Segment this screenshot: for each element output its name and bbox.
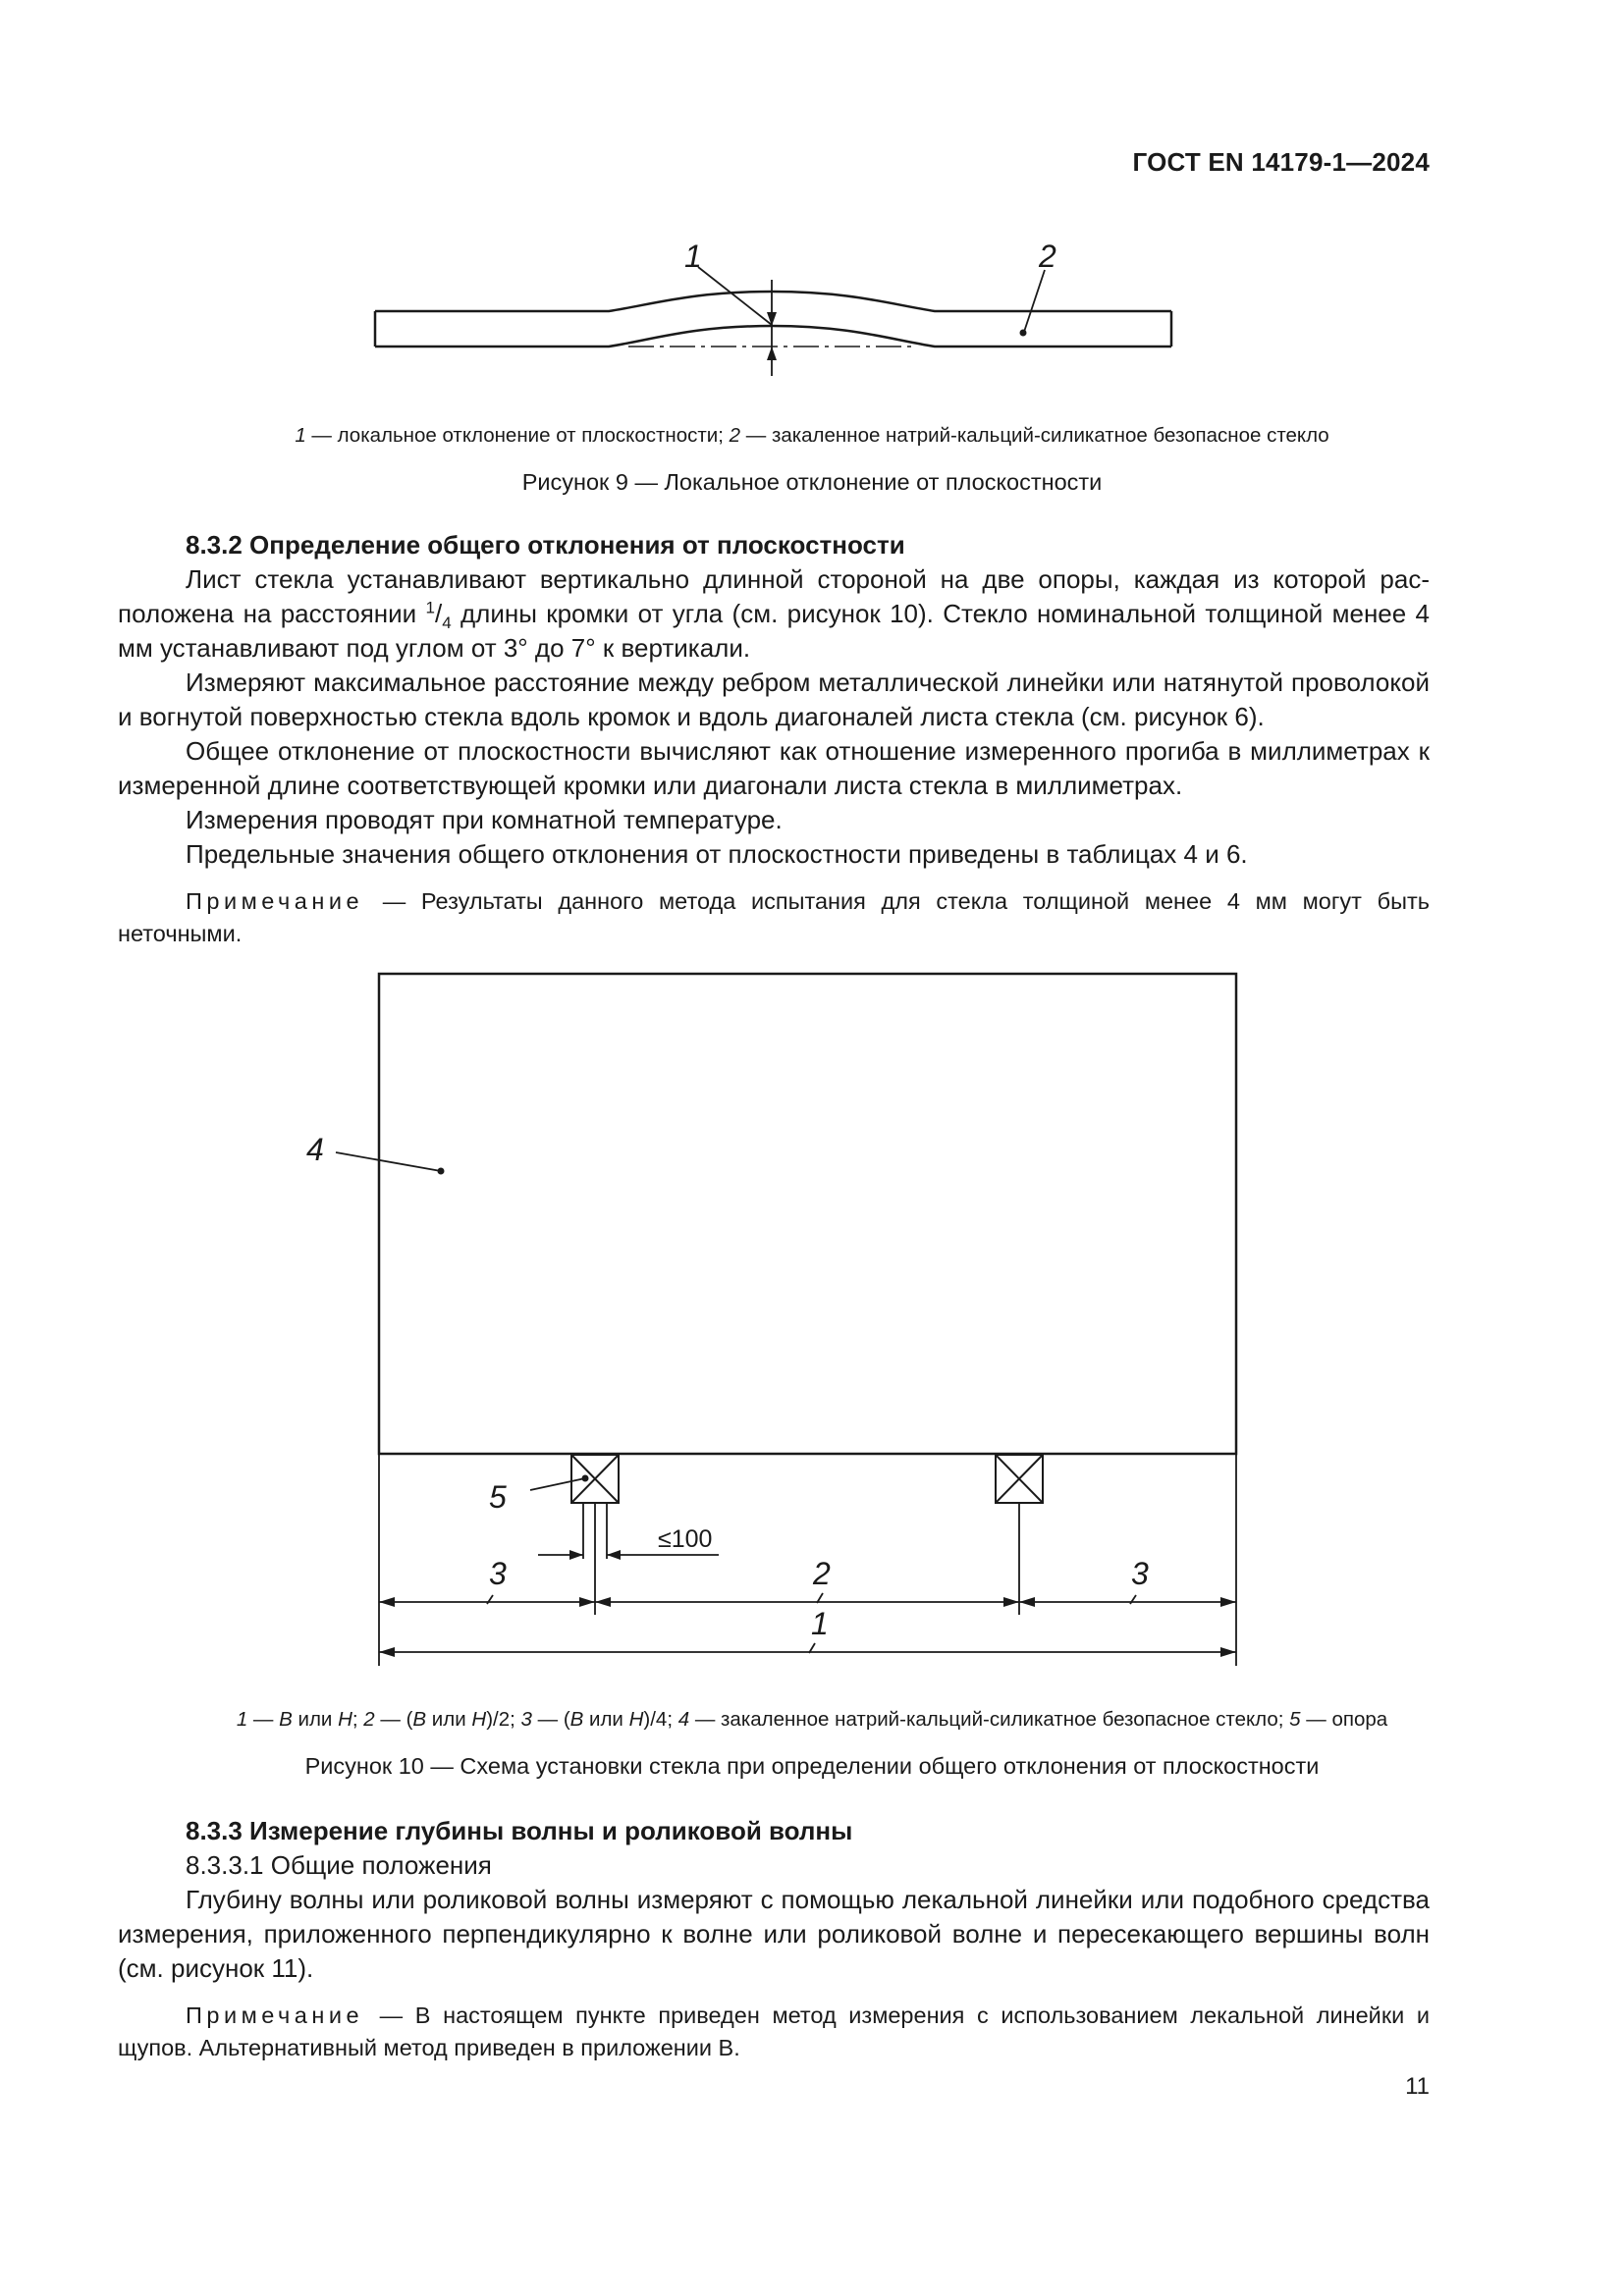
text: длины кромки от угла (см. рисунок 10). Стекло номинальной толщиной менее 4 мм устанавливают под углом от 3° до 7° к вертикали.: [118, 599, 1430, 663]
figure-10-label-3-right: 3: [1131, 1556, 1149, 1591]
section-832-note: [118, 885, 1430, 950]
figure-10-caption: Рисунок 10 — Схема установки стекла при определении общего отклонения от плоскостности: [304, 1753, 1320, 1779]
legend-text: ;: [352, 1708, 364, 1731]
point-5-dot: [582, 1475, 589, 1482]
figure-10-label-2: 2: [813, 1556, 831, 1591]
legend-text: —: [247, 1708, 280, 1731]
note-label: Примечание: [186, 2002, 364, 2028]
figure-10-legend: [118, 1706, 1506, 1734]
section-832-paragraph-1: [118, 562, 1430, 666]
text: Лист стекла устанавливают вертикально длинной стороной на две опоры, каждая из которой расположена на расстоянии: [118, 564, 1430, 628]
figure-9-caption: Рисунок 9 — Локальное отклонение от плоскостности: [521, 469, 1103, 495]
point-2-dot: [1020, 330, 1027, 337]
section-832-paragraph-5: Предельные значения общего отклонения от плоскостности приведены в таблицах 4 и 6.: [186, 839, 1248, 869]
legend-text: или: [583, 1708, 629, 1731]
legend-num: 1: [236, 1708, 248, 1731]
section-833-heading: 8.3.3 Измерение глубины волны и роликовой волны: [186, 1816, 853, 1845]
figure-10-label-4: 4: [306, 1132, 324, 1167]
note-text: — В настоящем пункте приведен метод измерения с использованием лекальной линейки и щупов. Альтернативный метод приведен в приложении В.: [118, 2002, 1430, 2060]
figure-10-label-5: 5: [489, 1479, 507, 1515]
legend-var: B: [279, 1708, 293, 1731]
section-8331-heading: 8.3.3.1 Общие положения: [186, 1850, 492, 1880]
legend-text: — закаленное натрий-кальций-силикатное безопасное стекло;: [689, 1708, 1290, 1731]
glass-bottom-edge: [375, 326, 1171, 347]
legend-text: — локальное отклонение от плоскостности;: [305, 424, 730, 447]
legend-var: H: [628, 1708, 644, 1731]
note-label: Примечание: [186, 888, 364, 914]
fraction-numerator: 1: [425, 598, 435, 617]
deviation-arrowhead-up: [767, 347, 777, 360]
point-4-dot: [438, 1168, 445, 1175]
legend-num: 5: [1289, 1708, 1301, 1731]
section-832-paragraph-2: Измеряют максимальное расстояние между ребром металлической линейки или натянутой проволокой и вогнутой поверхностью стекла вдоль кромок и вдоль диагоналей листа стекла (см. рисунок 6).: [118, 667, 1430, 731]
glass-top-edge: [375, 292, 1171, 311]
fraction-denominator: 4: [442, 614, 452, 633]
legend-text: )/2;: [486, 1708, 521, 1731]
legend-text: )/4;: [643, 1708, 678, 1731]
section-833-note: [118, 2000, 1430, 2064]
section-832-paragraph-4: Измерения проводят при комнатной температуре.: [186, 805, 783, 834]
glass-sheet: [379, 974, 1236, 1454]
legend-var: B: [412, 1708, 427, 1731]
legend-num: 3: [520, 1708, 532, 1731]
legend-text: — закаленное натрий-кальций-силикатное безопасное стекло: [740, 424, 1329, 447]
legend-num: 4: [677, 1708, 690, 1731]
leader-line-2: [1024, 270, 1045, 332]
fraction-slash: /: [434, 599, 443, 628]
figure-10-dim-le100: ≤100: [658, 1525, 713, 1553]
legend-var: B: [569, 1708, 584, 1731]
legend-num: 1: [295, 424, 306, 447]
figure-9-legend: [118, 422, 1506, 450]
legend-var: H: [338, 1708, 352, 1731]
leader-line-1: [698, 267, 772, 325]
figure-10-label-3-left: 3: [489, 1556, 507, 1591]
legend-text: или: [426, 1708, 472, 1731]
page-number: 11: [1405, 2073, 1430, 2100]
legend-text: — опора: [1300, 1708, 1388, 1731]
figure-9-label-1: 1: [684, 239, 702, 274]
figure-9-drawing: [0, 226, 1624, 402]
legend-text: — (: [374, 1708, 413, 1731]
figure-9-label-2: 2: [1039, 239, 1056, 274]
figure-10-label-1: 1: [811, 1606, 829, 1641]
figure-10-drawing: [0, 962, 1624, 1669]
legend-num: 2: [363, 1708, 375, 1731]
legend-num: 2: [729, 424, 741, 447]
document-code: ГОСТ EN 14179-1—2024: [1132, 147, 1430, 177]
legend-text: — (: [531, 1708, 570, 1731]
note-text: — Результаты данного метода испытания для стекла толщиной менее 4 мм могут быть неточными.: [118, 888, 1430, 946]
section-8331-paragraph-1: Глубину волны или роликовой волны измеряют с помощью лекальной линейки или подобного средства измерения, приложенного перпендикулярно к волне или роликовой волне и пересекающего вершины волн (см. рисунок 11).: [118, 1885, 1430, 1983]
legend-text: или: [292, 1708, 339, 1731]
legend-var: H: [471, 1708, 487, 1731]
section-832-heading: 8.3.2 Определение общего отклонения от плоскостности: [186, 530, 905, 560]
section-832-paragraph-3: Общее отклонение от плоскостности вычисляют как отношение измеренного прогиба в миллиметрах к измеренной длине соответствующей кромки или диагонали листа стекла в миллиметрах.: [118, 736, 1430, 800]
